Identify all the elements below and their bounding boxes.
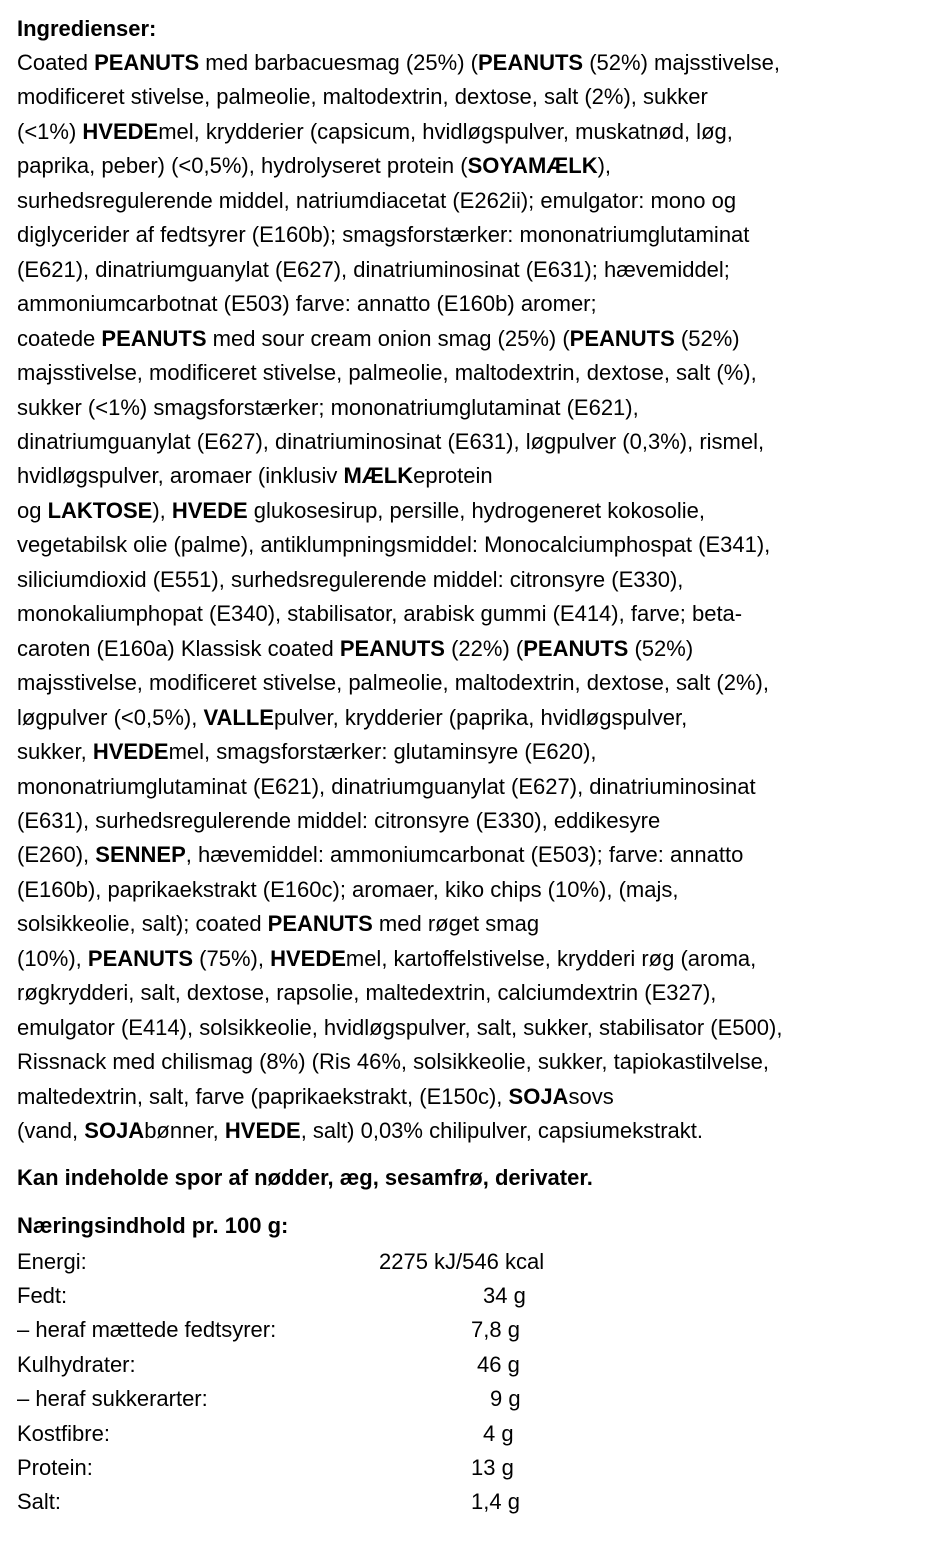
ingredients-line (17, 287, 928, 321)
allergen-highlight: PEANUTS (523, 635, 629, 661)
ingredients-segment: maltedextrin, salt, farve (paprikaekstrakt, (E150c), (17, 1083, 509, 1109)
nutrition-row (17, 1245, 790, 1279)
nutrition-value: 7,8 g (471, 1317, 520, 1343)
nutrition-row (17, 1451, 790, 1485)
allergen-highlight: VALLE (203, 704, 274, 730)
ingredients-segment: glukosesirup, persille, hydrogeneret kokosolie, (247, 497, 706, 523)
allergen-highlight: SOJA (508, 1083, 569, 1109)
ingredients-line (17, 1080, 928, 1114)
ingredients-segment: pulver, krydderier (paprika, hvidløgspulver, (273, 704, 688, 730)
ingredients-line (17, 184, 928, 218)
nutrition-value: 34 g (483, 1282, 526, 1308)
ingredients-line (17, 149, 928, 183)
ingredients-segment: med sour cream onion smag (25%) ( (206, 325, 570, 351)
ingredients-line (17, 494, 928, 528)
ingredients-segment: (75%), (193, 945, 271, 971)
ingredients-segment: monokaliumphopat (E340), stabilisator, arabisk gummi (E414), farve; beta- (17, 601, 743, 627)
nutrition-table (17, 1245, 790, 1520)
ingredients-segment: dinatriumguanylat (E627), dinatriuminosinat (E631), løgpulver (0,3%), rismel, (17, 428, 765, 454)
nutrition-value: 2275 kJ/546 kcal (379, 1248, 545, 1274)
ingredients-segment: hvidløgspulver, aromaer (inklusiv (17, 463, 344, 489)
nutrition-value: 13 g (471, 1454, 514, 1480)
ingredients-segment: (vand, (17, 1118, 85, 1144)
nutrition-label: Energi: (17, 1248, 87, 1274)
allergen-highlight: PEANUTS (267, 911, 373, 937)
allergen-highlight: SOYAMÆLK (467, 153, 598, 179)
allergen-highlight: PEANUTS (101, 325, 207, 351)
ingredients-segment: emulgator (E414), solsikkeolie, hvidløgspulver, salt, sukker, stabilisator (E500), (17, 1014, 783, 1040)
ingredients-heading: Ingredienser: (17, 16, 157, 41)
allergen-highlight: SENNEP (95, 842, 186, 868)
ingredients-segment: , hævemiddel: ammoniumcarbonat (E503); farve: annatto (185, 842, 744, 868)
ingredients-text (17, 46, 928, 1149)
ingredients-segment: ), (152, 497, 172, 523)
ingredients-segment: (E260), (17, 842, 96, 868)
nutrition-label: Kulhydrater: (17, 1351, 136, 1377)
ingredients-line (17, 770, 928, 804)
ingredients-line (17, 907, 928, 941)
allergen-highlight: MÆLK (343, 463, 414, 489)
ingredients-line (17, 1114, 928, 1148)
ingredients-segment: siliciumdioxid (E551), surhedsregulerende middel: citronsyre (E330), (17, 566, 684, 592)
ingredients-segment: (22%) ( (444, 635, 524, 661)
nutrition-row (17, 1313, 790, 1347)
ingredients-segment: caroten (E160a) Klassisk coated (17, 635, 340, 661)
ingredients-segment: surhedsregulerende middel, natriumdiacetat (E262ii); emulgator: mono og (17, 187, 737, 213)
ingredients-segment: sukker, (17, 739, 93, 765)
ingredients-segment: vegetabilsk olie (palme), antiklumpningsmiddel: Monocalciumphospat (E341), (17, 532, 771, 558)
allergen-highlight: PEANUTS (339, 635, 445, 661)
ingredients-line (17, 563, 928, 597)
ingredients-segment: røgkrydderi, salt, dextose, rapsolie, maltedextrin, calciumdextrin (E327), (17, 980, 717, 1006)
ingredients-line (17, 459, 928, 493)
ingredients-segment: (E621), dinatriumguanylat (E627), dinatriuminosinat (E631); hævemiddel; (17, 256, 730, 282)
ingredients-segment: ), (597, 153, 612, 179)
allergen-highlight: PEANUTS (569, 325, 675, 351)
ingredients-segment: Coated (17, 50, 95, 75)
ingredients-line (17, 425, 928, 459)
ingredients-line (17, 218, 928, 252)
allergen-highlight: HVEDE (82, 118, 159, 144)
ingredients-segment: løgpulver (<0,5%), (17, 704, 204, 730)
ingredients-segment: Rissnack med chilismag (8%) (Ris 46%, solsikkeolie, sukker, tapiokastilvelse, (17, 1049, 769, 1075)
nutrition-heading: Næringsindhold pr. 100 g: (17, 1212, 289, 1238)
ingredients-segment: coatede (17, 325, 102, 351)
ingredients-line (17, 873, 928, 907)
ingredients-segment: majsstivelse, modificeret stivelse, palmeolie, maltodextrin, dextose, salt (2%), (17, 670, 769, 696)
ingredients-segment: paprika, peber) (<0,5%), hydrolyseret protein ( (17, 153, 468, 179)
ingredients-line (17, 1011, 928, 1045)
ingredients-segment: eprotein (413, 463, 493, 489)
allergen-highlight: HVEDE (171, 497, 248, 523)
nutrition-value: 46 g (477, 1351, 520, 1377)
ingredients-segment: bønner, (144, 1118, 225, 1144)
ingredients-segment: mononatriumglutaminat (E621), dinatriumguanylat (E627), dinatriuminosinat (17, 773, 756, 799)
ingredients-segment: , salt) 0,03% chilipulver, capsiumekstrakt. (300, 1118, 703, 1144)
ingredients-segment: med røget smag (372, 911, 540, 937)
nutrition-row (17, 1382, 790, 1416)
ingredients-line (17, 528, 928, 562)
ingredients-line (17, 666, 928, 700)
allergen-highlight: SOJA (84, 1118, 145, 1144)
nutrition-label: – heraf mættede fedtsyrer: (17, 1317, 277, 1343)
nutrition-row (17, 1417, 790, 1451)
ingredients-line (17, 838, 928, 872)
ingredients-segment: (52%) (628, 635, 694, 661)
allergen-highlight: PEANUTS (94, 50, 200, 75)
ingredients-segment: mel, smagsforstærker: glutaminsyre (E620), (168, 739, 597, 765)
ingredients-segment: mel, krydderier (capsicum, hvidløgspulver, muskatnød, løg, (158, 118, 733, 144)
ingredients-segment: og (17, 497, 48, 523)
ingredients-line (17, 701, 928, 735)
nutrition-label: – heraf sukkerarter: (17, 1386, 208, 1412)
allergen-highlight: PEANUTS (477, 50, 584, 75)
ingredients-segment: diglycerider af fedtsyrer (E160b); smagsforstærker: mononatriumglutaminat (17, 222, 750, 248)
nutrition-row (17, 1485, 790, 1519)
nutrition-row (17, 1348, 790, 1382)
allergen-highlight: HVEDE (270, 945, 346, 971)
allergen-highlight: HVEDE (224, 1118, 301, 1144)
ingredients-line (17, 942, 928, 976)
nutrition-row (17, 1279, 790, 1313)
ingredients-segment: (E160b), paprikaekstrakt (E160c); aromaer, kiko chips (10%), (majs, (17, 876, 679, 902)
allergen-highlight: PEANUTS (87, 945, 194, 971)
nutrition-value: 4 g (483, 1420, 514, 1446)
ingredients-segment: solsikkeolie, salt); coated (17, 911, 268, 937)
ingredients-line (17, 976, 928, 1010)
nutrition-label: Salt: (17, 1489, 62, 1515)
nutrition-label: Kostfibre: (17, 1420, 110, 1446)
ingredients-segment: majsstivelse, modificeret stivelse, palmeolie, maltodextrin, dextose, salt (%), (17, 360, 757, 386)
ingredients-line (17, 356, 928, 390)
ingredients-segment: (52%) majsstivelse, (583, 50, 780, 75)
ingredients-segment: mel, kartoffelstivelse, krydderi røg (aroma, (345, 945, 757, 971)
ingredients-segment: med barbacuesmag (25%) ( (199, 50, 478, 75)
nutrition-label: Protein: (17, 1454, 93, 1480)
ingredients-line (17, 322, 928, 356)
ingredients-segment: modificeret stivelse, palmeolie, maltodextrin, dextose, salt (2%), sukker (17, 84, 708, 110)
ingredients-segment: sukker (<1%) smagsforstærker; mononatriumglutaminat (E621), (17, 394, 639, 420)
ingredients-line (17, 115, 928, 149)
ingredients-line (17, 1045, 928, 1079)
allergen-warning: Kan indeholde spor af nødder, æg, sesamfrø, derivater. (17, 1164, 593, 1190)
ingredients-line (17, 391, 928, 425)
ingredients-line (17, 253, 928, 287)
ingredients-segment: (E631), surhedsregulerende middel: citronsyre (E330), eddikesyre (17, 807, 661, 833)
ingredients-line (17, 597, 928, 631)
ingredients-segment: (10%), (17, 945, 88, 971)
ingredients-segment: sovs (568, 1083, 614, 1109)
nutrition-value: 1,4 g (471, 1489, 520, 1515)
ingredients-segment: (52%) (674, 325, 740, 351)
ingredients-line (17, 735, 928, 769)
ingredients-line (17, 80, 928, 114)
nutrition-label: Fedt: (17, 1282, 68, 1308)
nutrition-value: 9 g (490, 1386, 521, 1412)
allergen-highlight: LAKTOSE (47, 497, 153, 523)
ingredients-line (17, 804, 928, 838)
ingredients-line (17, 632, 928, 666)
ingredients-segment: ammoniumcarbotnat (E503) farve: annatto (E160b) aromer; (17, 291, 597, 317)
ingredients-segment: (<1%) (17, 118, 83, 144)
allergen-highlight: HVEDE (92, 739, 169, 765)
ingredients-line (17, 46, 928, 80)
